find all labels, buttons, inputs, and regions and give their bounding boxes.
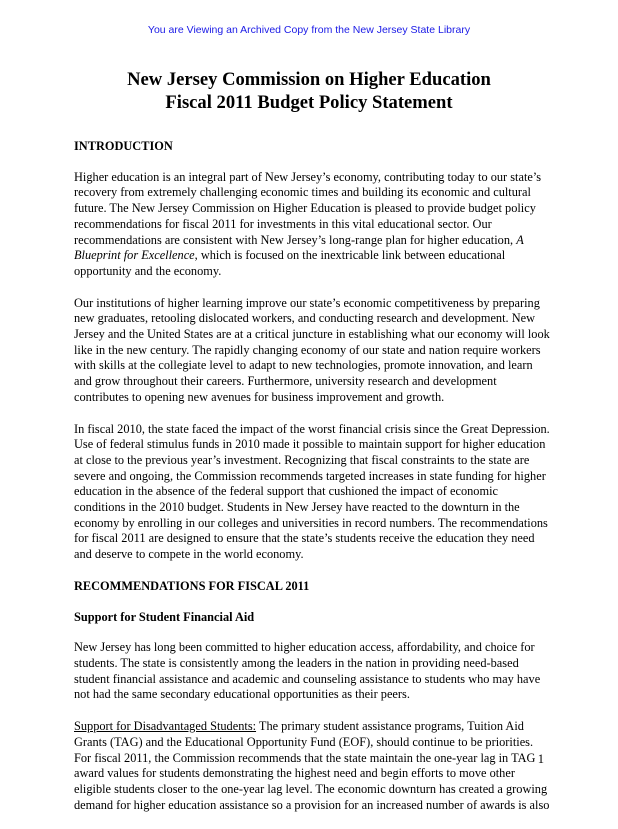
heading-recommendations: RECOMMENDATIONS FOR FISCAL 2011: [74, 578, 310, 593]
heading-financial-aid: Support for Student Financial Aid: [74, 609, 255, 624]
document-body: [74, 139, 552, 829]
disadvantaged-students-label: Support for Disadvantaged Students:: [74, 719, 257, 734]
heading-introduction: INTRODUCTION: [74, 139, 173, 153]
intro-paragraph-2: Our institutions of higher learning improve our state’s economic competitiveness by preparing new graduates, retooling dislocated workers, and conducting research and development. New Jersey and the United States are at a critical juncture in establishing what our economy will look like in the new century. The rapidly changing economy of our state and nation require workers with skills at the collegiate level to adapt to new technologies, promote innovation, and learn and grow throughout their careers. Furthermore, university research and development contributes to opening new avenues for business improvement and growth.: [74, 295, 550, 404]
aid-p2-text: The primary student assistance programs, Tuition Aid Grants (TAG) and the Educational Opportunity Fund (EOF), should continue to be priorities. For fiscal 2011, the Commission recommends that the state maintain the one-year lag in TAG award values for students demonstrating the highest need and begin efforts to move other eligible students closer to the one-year lag level. The economic downturn has created a growing demand for higher education assistance so a provision for an increased number of awards is also: [74, 719, 550, 812]
intro-paragraph-1: [74, 170, 552, 280]
page-number: 1: [537, 752, 544, 766]
aid-paragraph-2: [74, 719, 552, 813]
intro-p1-italic: A Blueprint for Excellence: [74, 232, 524, 263]
title-line-1: New Jersey Commission on Higher Education: [127, 69, 491, 90]
document-title: [0, 68, 618, 114]
title-line-2: Fiscal 2011 Budget Policy Statement: [165, 92, 453, 113]
intro-p1-text-a: Higher education is an integral part of New Jersey’s economy, contributing today to our state’s recovery from extremely challenging economic times and building its economic and cultural future. The New Jersey Commission on Higher Education is pleased to provide budget policy recommendations for fiscal 2011 for investments in this vital educational sector. Our recommendations are consistent with New Jersey’s long-range plan for higher education,: [74, 169, 542, 247]
archive-banner: You are Viewing an Archived Copy from the New Jersey State Library: [147, 24, 471, 36]
intro-paragraph-3: In fiscal 2010, the state faced the impact of the worst financial crisis since the Great Depression. Use of federal stimulus funds in 2010 made it possible to maintain support for higher education at close to the previous year’s investment. Recognizing that fiscal constraints to the state are severe and ongoing, the Commission recommends targeted increases in state funding for higher education in the absence of the federal support that cushioned the impact of economic conditions in the 2010 budget. Students in New Jersey have reacted to the downturn in the economy by enrolling in our colleges and universities in record numbers. The recommendations for fiscal 2011 are designed to ensure that the state’s students receive the education they need and deserve to compete in the world economy.: [74, 421, 550, 562]
aid-paragraph-1: New Jersey has long been committed to higher education access, affordability, and choice for students. The state is consistently among the leaders in the nation in providing need-based student financial assistance and academic and counseling assistance to students who may have not had the same secondary educational opportunities as their peers.: [74, 640, 541, 702]
intro-p1-text-b: , which is focused on the inextricable link between educational opportunity and the economy.: [74, 248, 506, 278]
